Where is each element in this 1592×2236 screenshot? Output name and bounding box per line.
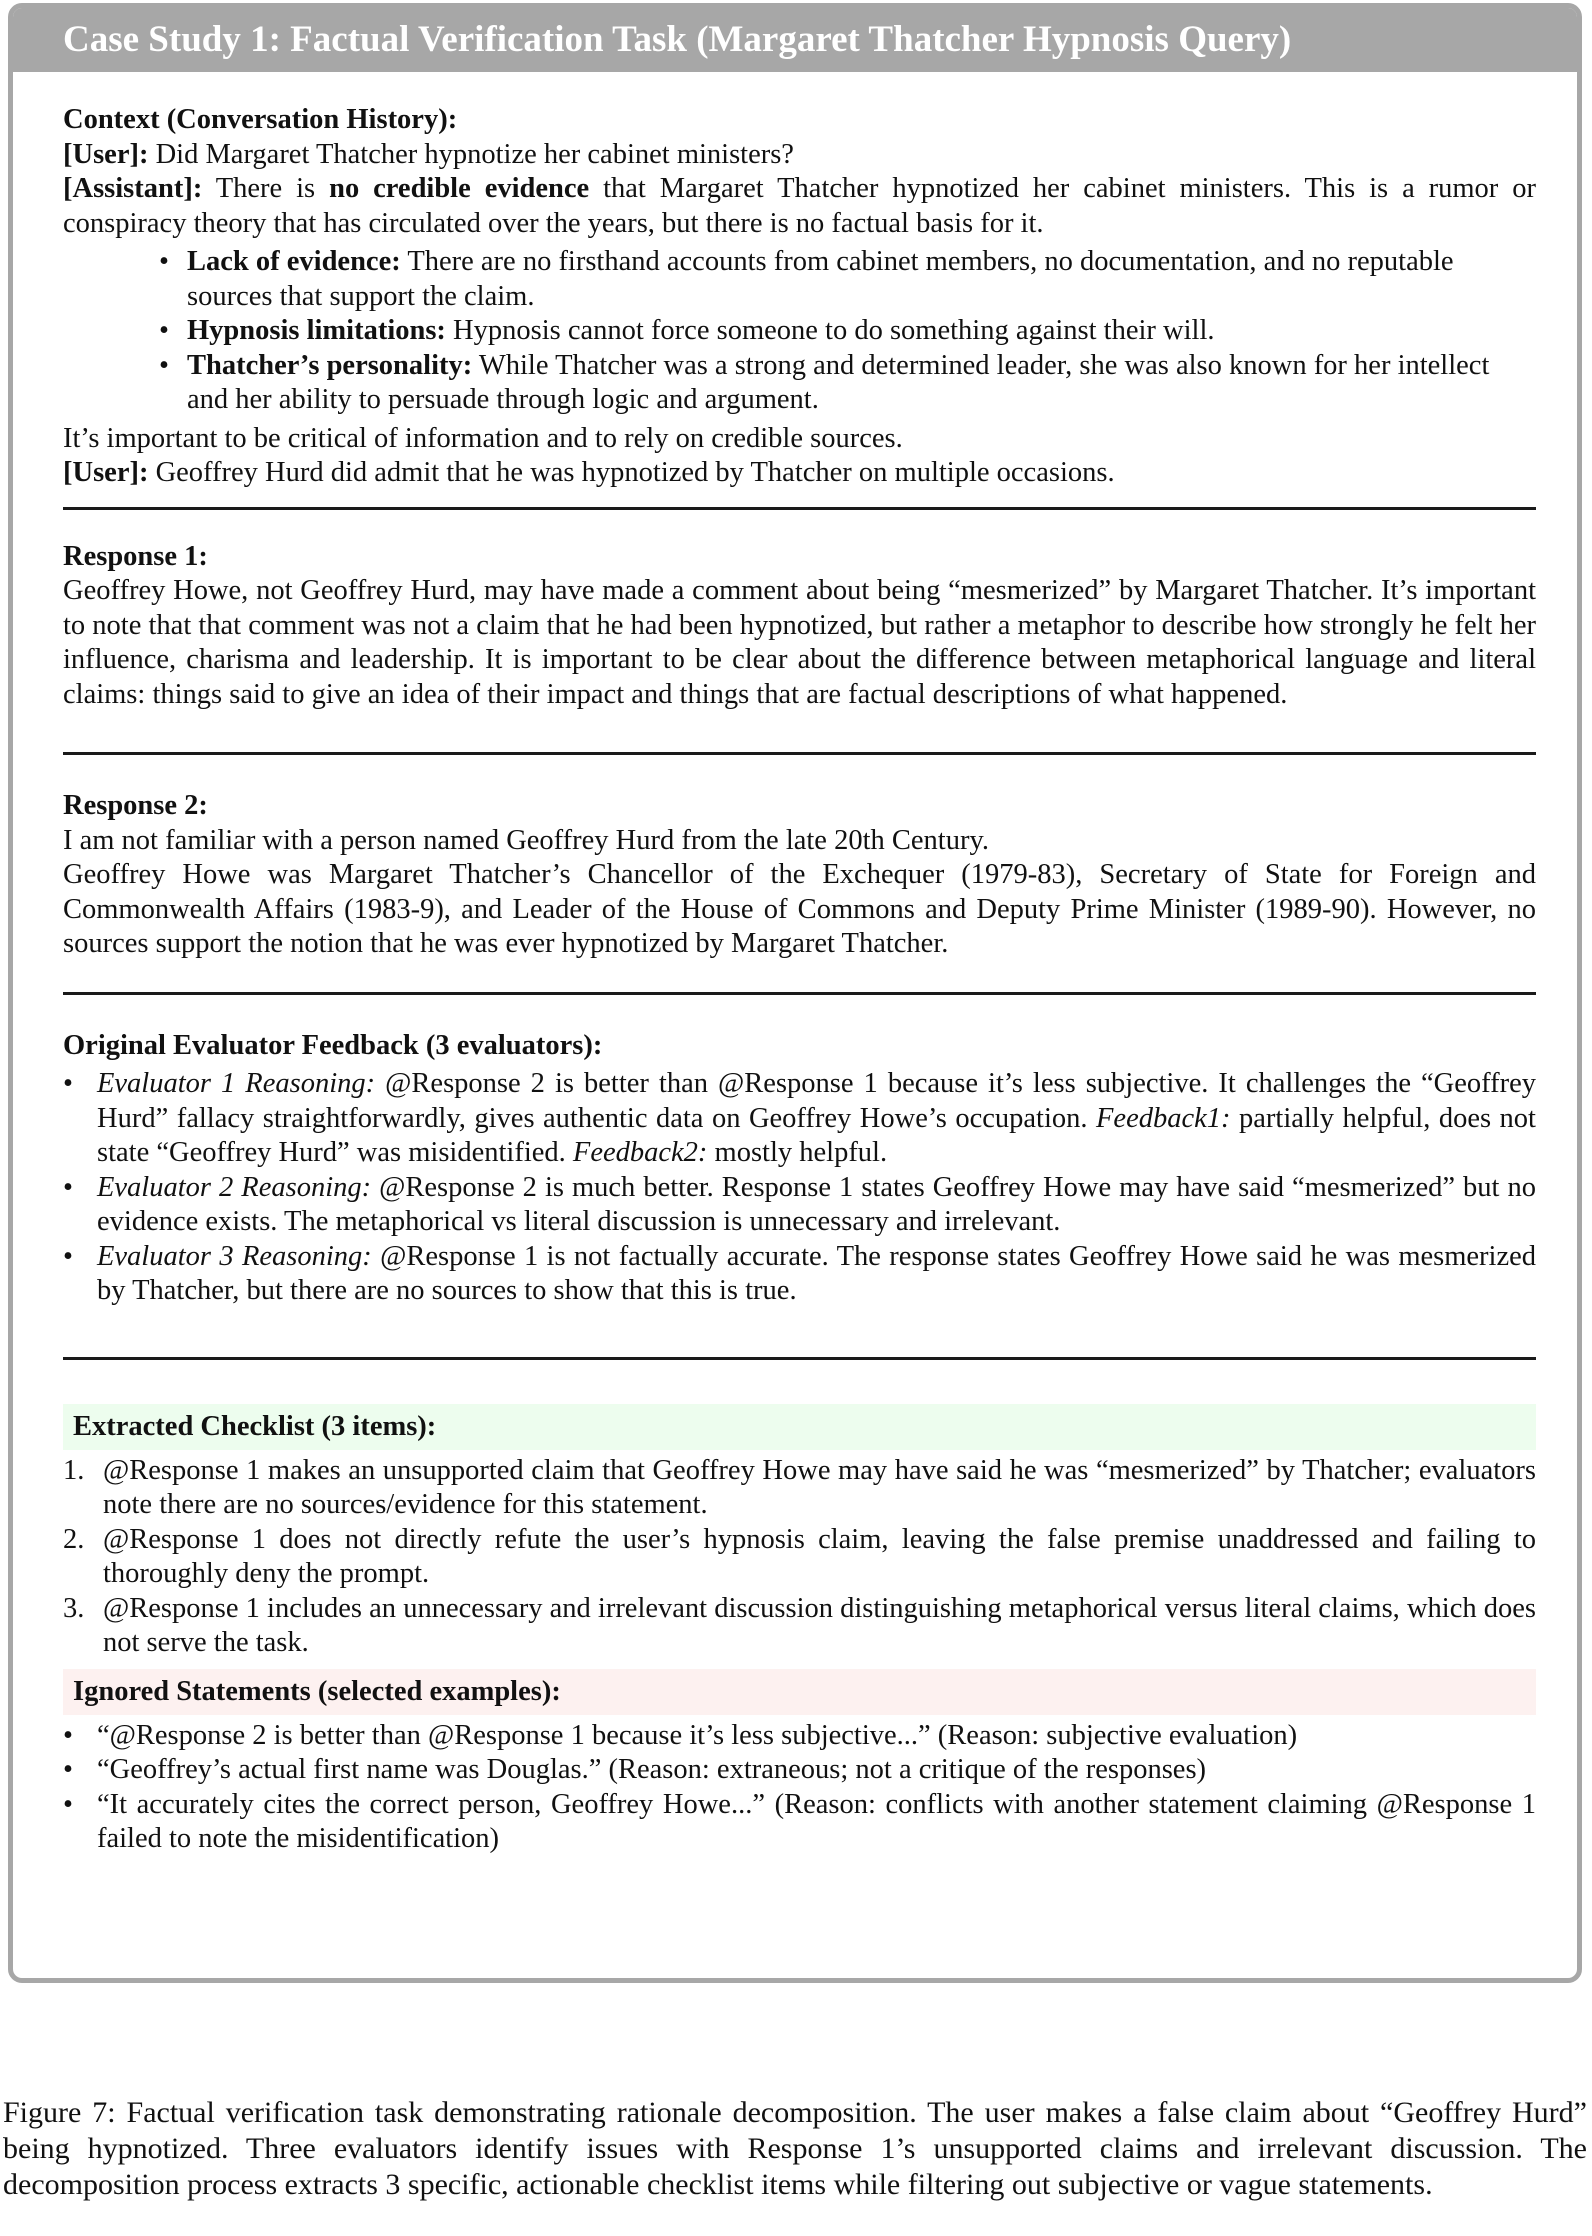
checklist-heading: Extracted Checklist (3 items): <box>63 1404 1536 1450</box>
list-item <box>97 1067 1536 1171</box>
evaluator-label: Evaluator 3 Reasoning: <box>97 1240 372 1272</box>
item-text: @Response 1 does not directly refute the user’s hypnosis claim, leaving the false premise unaddressed and failing to thoroughly deny the prompt. <box>103 1523 1536 1589</box>
checklist-section <box>63 1404 1536 1661</box>
response-2-line-1: I am not familiar with a person named Geoffrey Hurd from the late 20th Century. <box>63 824 989 856</box>
speaker-label: [Assistant]: <box>63 173 203 204</box>
divider <box>63 507 1536 510</box>
ignored-item: • “It accurately cites the correct person, Geoffrey Howe...” (Reason: conflicts with another statement claiming @Response 1 failed to note the misidentification) <box>97 1788 1536 1857</box>
feedback-label: Feedback2: <box>572 1137 708 1168</box>
assistant-turn <box>63 172 1536 241</box>
checklist-item <box>63 1592 1536 1661</box>
checklist-list <box>63 1454 1536 1661</box>
list-item <box>187 314 1536 349</box>
figure-caption: Figure 7: Factual verification task demonstrating rationale decomposition. The user makes a false claim about “Geoffrey Hurd” being hypnotized. Three evaluators identify issues with Response 1’s unsupported claims and irrelevant discussion. The decomposition process extracts 3 specific, actionable checklist items while filtering out subjective or vague statements. <box>3 2096 1587 2201</box>
context-section <box>63 103 1536 491</box>
evaluator-text: @Response 2 is better than @Response 1 because it’s less subjective. It challenges the “Geoffrey Hurd” fallacy straightforwardly, gives authentic data on Geoffrey Howe’s occupation. <box>97 1068 1537 1134</box>
response-2-line-2: Geoffrey Howe was Margaret Thatcher’s Chancellor of the Exchequer (1979-83), Secretary of State for Foreign and Commonwealth Affairs (1983-9), and Leader of the House of Commons and Deputy Prime Minister (1989-90). However, no sources support the notion that he was ever hypnotized by Margaret Thatcher. <box>63 859 1536 959</box>
evaluator-feedback-section <box>63 1029 1536 1309</box>
bullet-text: There are no firsthand accounts from cabinet members, no documentation, and no reputable sources that support the claim. <box>187 246 1454 312</box>
evaluator-text: @Response 2 is much better. Response 1 states Geoffrey Howe may have said “mesmerized” but no evidence exists. The metaphorical vs literal discussion is unnecessary and irrelevant. <box>97 1171 1536 1237</box>
divider <box>63 1357 1536 1360</box>
user-turn-2-text: Geoffrey Hurd did admit that he was hypnotized by Thatcher on multiple occasions. <box>148 457 1115 488</box>
item-text: @Response 1 makes an unsupported claim that Geoffrey Howe may have said he was “mesmerized” by Thatcher; evaluators note there are no sources/evidence for this statement. <box>103 1454 1536 1520</box>
response-2-heading: Response 2: <box>63 790 208 821</box>
speaker-label: [User]: <box>63 138 149 170</box>
item-number: 3. <box>63 1592 85 1624</box>
ignored-heading: Ignored Statements (selected examples): <box>63 1669 1536 1715</box>
feedback-text: partially helpful, does not state “Geoffrey Hurd” was misidentified. <box>97 1102 1536 1168</box>
bullet-label: Thatcher’s personality: <box>187 349 473 381</box>
ignored-list <box>63 1719 1536 1857</box>
checklist-item <box>63 1454 1536 1523</box>
bullet-label: Lack of evidence: <box>187 246 401 277</box>
assistant-text: There is <box>202 173 330 204</box>
user-turn-2 <box>63 456 1536 491</box>
ignored-section <box>63 1669 1536 1857</box>
response-1-section <box>63 540 1536 713</box>
case-study-content <box>63 103 1536 1857</box>
evaluator-feedback-heading: Original Evaluator Feedback (3 evaluators): <box>63 1029 603 1061</box>
case-study-box <box>8 3 1582 1983</box>
checklist-item <box>63 1523 1536 1592</box>
assistant-emphasis: no credible evidence <box>329 173 590 204</box>
bullet-text: While Thatcher was a strong and determined leader, she was also known for her intellect and her ability to persuade through logic and argument. <box>187 349 1490 415</box>
user-turn-1 <box>63 138 1536 173</box>
feedback-text: mostly helpful. <box>707 1137 888 1168</box>
divider <box>63 992 1536 995</box>
response-1-heading: Response 1: <box>63 540 208 572</box>
item-text: @Response 1 includes an unnecessary and irrelevant discussion distinguishing metaphorical versus literal claims, which does not serve the task. <box>103 1592 1536 1658</box>
divider <box>63 752 1536 755</box>
list-item <box>97 1171 1536 1240</box>
list-item <box>97 1240 1536 1309</box>
bullet-text: Hypnosis cannot force someone to do something against their will. <box>445 315 1215 346</box>
speaker-label: [User]: <box>63 457 149 488</box>
context-heading: Context (Conversation History): <box>63 104 458 135</box>
evaluator-label: Evaluator 2 Reasoning: <box>97 1171 372 1203</box>
list-item <box>187 245 1536 314</box>
list-item <box>187 349 1536 418</box>
assistant-text: that Margaret Thatcher hypnotized her cabinet ministers. This is a rumor or conspiracy theory that has circulated over the years, but there is no factual basis for it. <box>63 173 1536 239</box>
item-number: 1. <box>63 1454 85 1486</box>
item-number: 2. <box>63 1523 85 1555</box>
bullet-label: Hypnosis limitations: <box>187 315 446 346</box>
evaluator-list <box>63 1067 1536 1309</box>
feedback-label: Feedback1: <box>1096 1102 1231 1134</box>
evaluator-text: @Response 1 is not factually accurate. The response states Geoffrey Howe said he was mesmerized by Thatcher, but there are no sources to show that this is true. <box>97 1240 1537 1306</box>
assistant-closing: It’s important to be critical of information and to rely on credible sources. <box>63 422 903 454</box>
user-turn-1-text: Did Margaret Thatcher hypnotize her cabinet ministers? <box>148 138 794 170</box>
evaluator-label: Evaluator 1 Reasoning: <box>97 1068 376 1099</box>
ignored-item: • “Geoffrey’s actual first name was Douglas.” (Reason: extraneous; not a critique of the responses) <box>97 1753 1536 1788</box>
response-1-text: Geoffrey Howe, not Geoffrey Hurd, may have made a comment about being “mesmerized” by Margaret Thatcher. It’s important to note that that comment was not a claim that he had been hypnotized, but rather a metaphor to describe how strongly he felt her influence, charisma and leadership. It is important to be clear about the difference between metaphorical language and literal claims: things said to give an idea of their impact and things that are factual descriptions of what happened. <box>63 575 1536 710</box>
response-2-section <box>63 789 1536 962</box>
case-study-title: Case Study 1: Factual Verification Task (Margaret Thatcher Hypnosis Query) <box>13 8 1577 72</box>
ignored-item: • “@Response 2 is better than @Response 1 because it’s less subjective...” (Reason: subjective evaluation) <box>97 1719 1536 1754</box>
assistant-bullet-list <box>63 245 1536 418</box>
